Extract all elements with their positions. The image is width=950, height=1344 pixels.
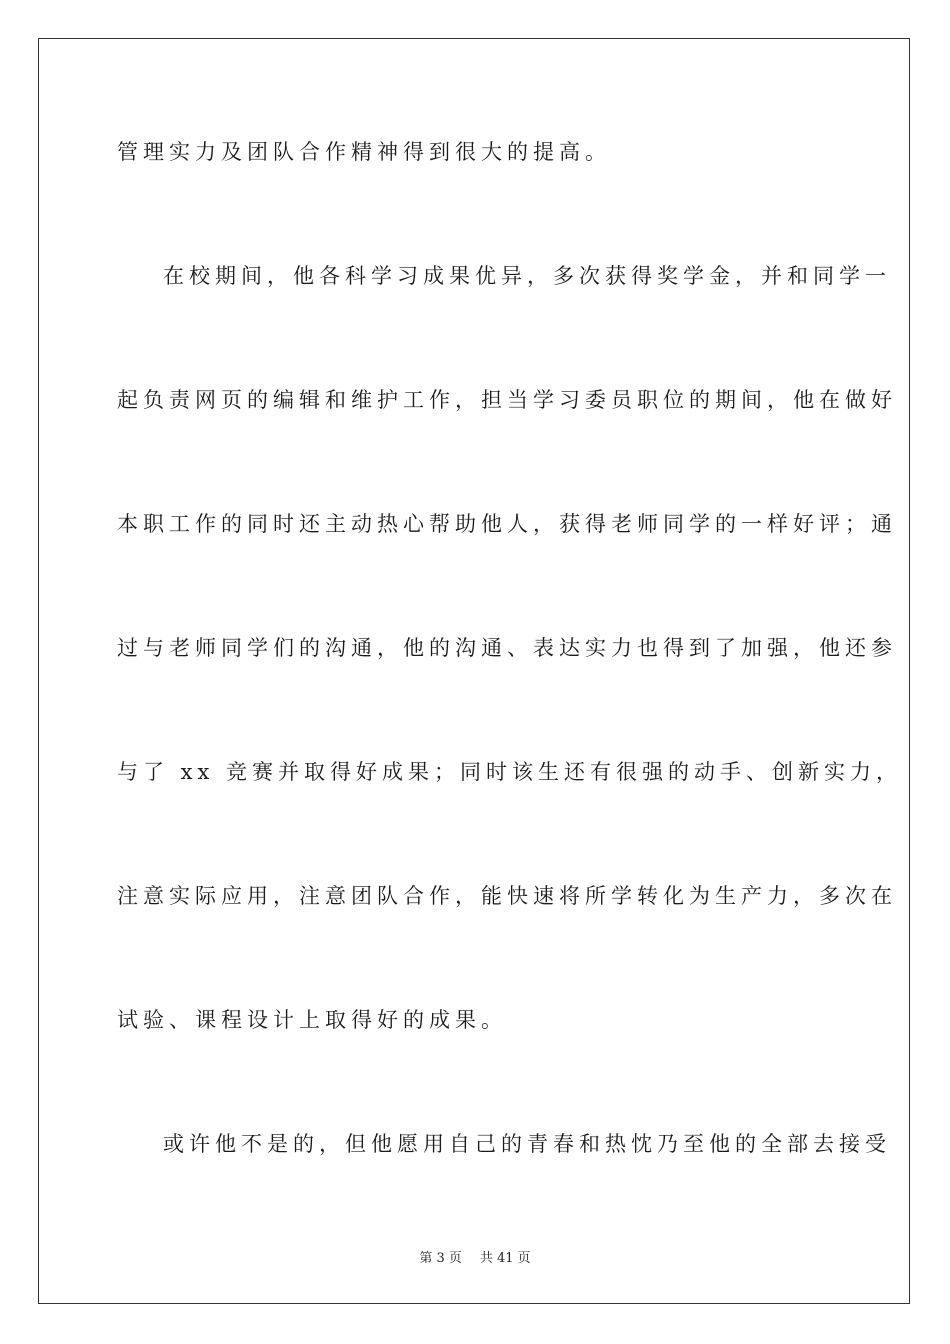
paragraph-line-6: 与了 xx 竞赛并取得好成果；同时该生还有很强的动手、创新实力，: [117, 760, 903, 784]
paragraph-line-1: 管理实力及团队合作精神得到很大的提高。: [117, 140, 611, 164]
paragraph-line-2: 在校期间，他各科学习成果优异，多次获得奖学金，并和同学一: [163, 264, 891, 288]
paragraph-line-5: 过与老师同学们的沟通，他的沟通、表达实力也得到了加强，他还参: [117, 636, 897, 660]
page-total: 共 41 页: [479, 1251, 531, 1266]
paragraph-line-3: 起负责网页的编辑和维护工作，担当学习委员职位的期间，他在做好: [117, 388, 897, 412]
paragraph-line-7: 注意实际应用，注意团队合作，能快速将所学转化为生产力，多次在: [117, 884, 897, 908]
paragraph-line-9: 或许他不是的，但他愿用自己的青春和热忱乃至他的全部去接受: [163, 1132, 891, 1156]
page-number: 第 3 页: [419, 1251, 462, 1266]
page-frame: [38, 38, 910, 1304]
page-footer: [0, 1247, 950, 1266]
paragraph-line-4: 本职工作的同时还主动热心帮助他人，获得老师同学的一样好评；通: [117, 512, 897, 536]
paragraph-line-8: 试验、课程设计上取得好的成果。: [117, 1008, 507, 1032]
